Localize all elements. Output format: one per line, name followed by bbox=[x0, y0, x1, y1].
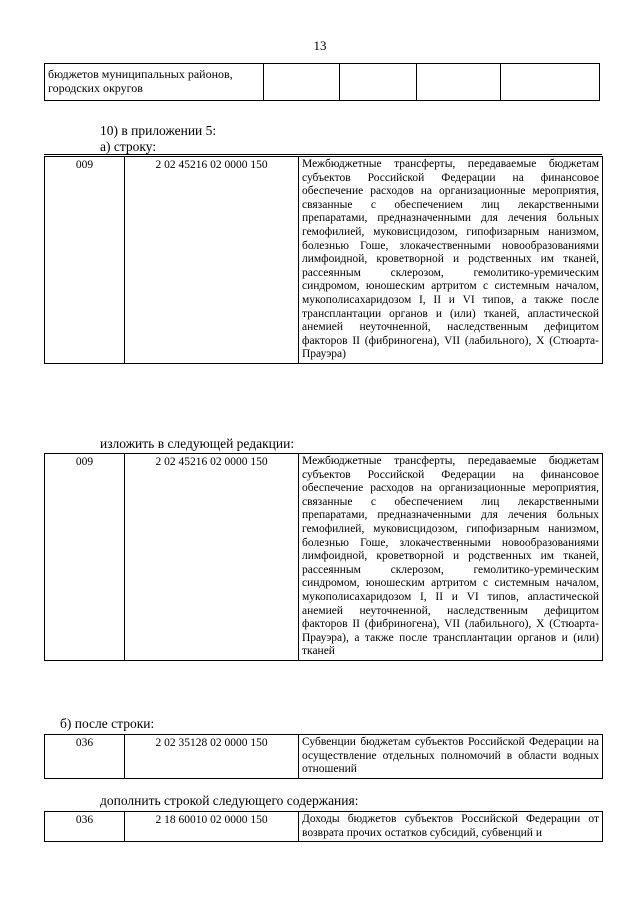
table-row-a bbox=[44, 156, 603, 364]
row-description: Субвенции бюджетам субъектов Российской Федерации на осуществление отдельных полномочий в области водных отношений bbox=[299, 735, 603, 779]
row-description: Межбюджетные трансферты, передаваемые бюджетам субъектов Российской Федерации на финансовое обеспечение расходов на организационные мероприятия, связанные с обеспечением лиц лекарственными препаратами, предназначенными для лечения больных гемофилией, муковисцидозом, гипофизарным нанизмом, болезнью Гоше, злокачественными новообразованиями лимфоидной, кроветворной и родственных им тканей, рассеянным склерозом, гемолитико-уремическим синдромом, юношеским артритом с системным началом, мукополисахаридозом I, II и VI типов, а также после трансплантации органов и (или) тканей, апластической анемией неуточненной, наследственным дефицитом факторов II (фибриногена), VII (лабильного), X (Стюарта-Прауэра) bbox=[299, 157, 603, 364]
table-row bbox=[45, 157, 603, 364]
admin-code: 009 bbox=[45, 157, 125, 364]
top-table bbox=[44, 63, 600, 101]
budget-class-code: 2 02 45216 02 0000 150 bbox=[125, 454, 299, 661]
row-description: Доходы бюджетов субъектов Российской Федерации от возврата прочих остатков субсидий, субвенций и bbox=[299, 812, 603, 842]
budget-class-code: 2 18 60010 02 0000 150 bbox=[125, 812, 299, 842]
row-description: Межбюджетные трансферты, передаваемые бюджетам субъектов Российской Федерации на финансовое обеспечение расходов на организационные мероприятия, связанные с обеспечением лиц лекарственными препаратами, предназначенными для лечения больных гемофилией, муковисцидозом, гипофизарным нанизмом, болезнью Гоше, злокачественными новообразованиями лимфоидной, кроветворной и родственных им тканей, рассеянным склерозом, гемолитико-уремическим синдромом, юношеским артритом с системным началом, мукополисахаридозом I, II и VI типов, апластической анемией неуточненной, наследственным дефицитом факторов II (фибриногена), VII (лабильного), X (Стюарта-Прауэра), а также после трансплантации органов и (или) тканей bbox=[299, 454, 603, 661]
top-row-cell-3 bbox=[417, 64, 501, 101]
table-row bbox=[45, 735, 603, 779]
budget-class-code: 2 02 45216 02 0000 150 bbox=[125, 157, 299, 364]
table-row-c bbox=[44, 734, 603, 779]
table-row-b bbox=[44, 453, 603, 661]
admin-code: 009 bbox=[45, 454, 125, 661]
page-number: 13 bbox=[313, 38, 327, 53]
subitem-a-heading: а) строку: bbox=[100, 139, 157, 154]
table-row bbox=[45, 64, 600, 101]
add-row-heading: дополнить строкой следующего содержания: bbox=[100, 793, 359, 808]
redaction-heading: изложить в следующей редакции: bbox=[100, 436, 295, 451]
top-row-cell-4 bbox=[501, 64, 600, 101]
top-row-text: бюджетов муниципальных районов, городских округов bbox=[45, 64, 264, 101]
item-10-heading: 10) в приложении 5: bbox=[100, 123, 217, 138]
table-row bbox=[45, 812, 603, 842]
heading-underline bbox=[44, 154, 602, 155]
table-row-d bbox=[44, 811, 603, 842]
subitem-b-heading: б) после строки: bbox=[60, 716, 155, 731]
admin-code: 036 bbox=[45, 735, 125, 779]
budget-class-code: 2 02 35128 02 0000 150 bbox=[125, 735, 299, 779]
table-row bbox=[45, 454, 603, 661]
top-row-cell-2 bbox=[340, 64, 417, 101]
admin-code: 036 bbox=[45, 812, 125, 842]
top-row-cell-1 bbox=[264, 64, 340, 101]
